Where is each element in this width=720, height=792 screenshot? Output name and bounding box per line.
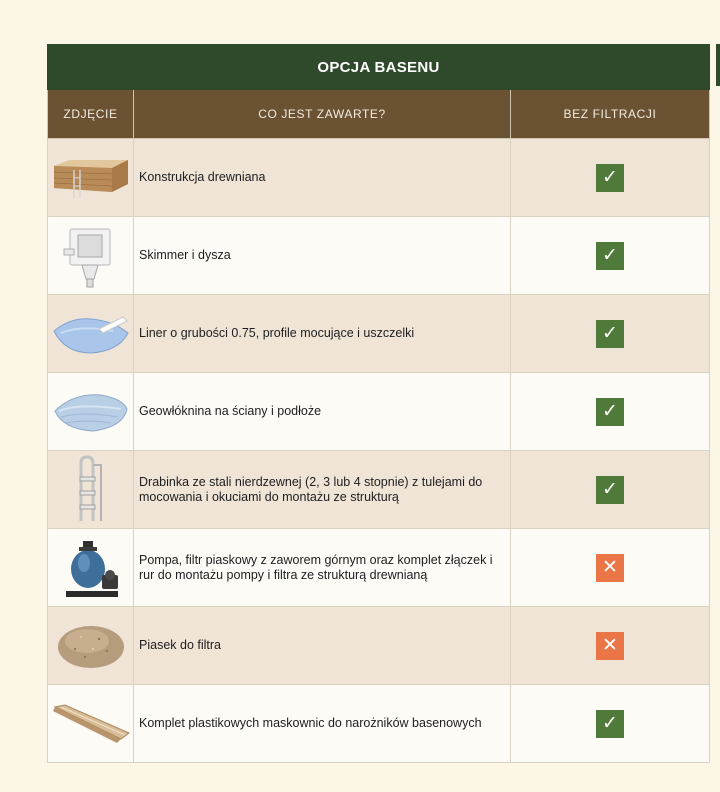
row-description: Konstrukcja drewniana [134,139,511,217]
row-photo [48,451,134,529]
table-row [48,295,710,373]
check-icon: ✓ [596,320,624,348]
table-row [48,451,710,529]
row-photo [48,685,134,763]
check-icon: ✓ [596,710,624,738]
column-header-contents: CO JEST ZAWARTE? [134,90,511,139]
table-title: OPCJA BASENU [48,45,710,90]
ladder-icon [71,455,111,525]
row-status [511,139,710,217]
row-status [511,217,710,295]
row-description: Pompa, filtr piaskowy z zaworem górnym oraz komplet złączek i rur do montażu pompy i filtra ze strukturą drewnianą [134,529,511,607]
row-photo [48,607,134,685]
row-photo [48,217,134,295]
cross-icon: ✕ [596,554,624,582]
wooden-pool-icon [50,156,132,200]
column-header-option: BEZ FILTRACJI [511,90,710,139]
row-description: Skimmer i dysza [134,217,511,295]
column-header-photo: ZDJĘCIE [48,90,134,139]
row-status [511,373,710,451]
table-row [48,685,710,763]
check-icon: ✓ [596,476,624,504]
side-accent-bar [716,44,720,86]
row-status [511,685,710,763]
geotextile-icon [51,387,131,437]
row-status [511,607,710,685]
row-description: Drabinka ze stali nierdzewnej (2, 3 lub 4 stopnie) z tulejami do mocowania i okuciami do montażu ze strukturą [134,451,511,529]
liner-icon [51,311,131,357]
row-description: Komplet plastikowych maskownic do narożników basenowych [134,685,511,763]
row-description: Geowłóknina na ściany i podłoże [134,373,511,451]
check-icon: ✓ [596,164,624,192]
check-icon: ✓ [596,242,624,270]
corner-cover-icon [51,701,131,747]
table-row [48,373,710,451]
row-status [511,451,710,529]
table-row [48,139,710,217]
skimmer-icon [56,223,126,289]
check-icon: ✓ [596,398,624,426]
row-photo [48,529,134,607]
pool-option-table [47,44,710,763]
row-photo [48,139,134,217]
row-photo [48,373,134,451]
table-row [48,607,710,685]
sand-pile-icon [55,621,127,671]
table-row [48,529,710,607]
row-status [511,295,710,373]
table-row [48,217,710,295]
row-status [511,529,710,607]
cross-icon: ✕ [596,632,624,660]
row-photo [48,295,134,373]
row-description: Piasek do filtra [134,607,511,685]
sand-filter-pump-icon [58,535,124,601]
row-description: Liner o grubości 0.75, profile mocujące i uszczelki [134,295,511,373]
